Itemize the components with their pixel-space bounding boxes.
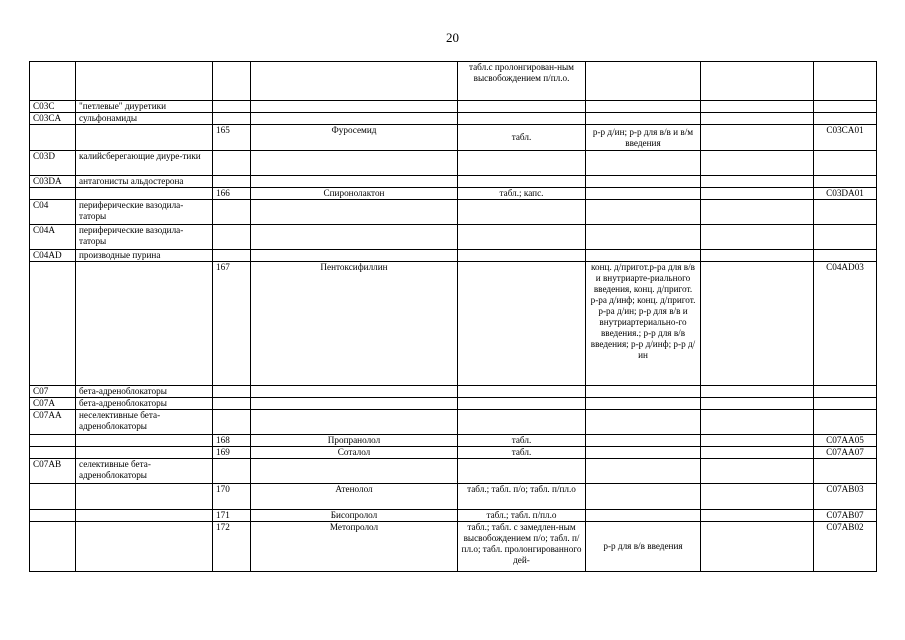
empty-cell	[701, 435, 814, 447]
item-number-cell	[213, 151, 251, 176]
page-number: 20	[446, 30, 459, 45]
drug-name-cell	[251, 113, 458, 125]
table-row	[30, 176, 877, 188]
atc-group-code-cell	[30, 62, 76, 101]
atc-group-name-cell: антагонисты альдостерона	[76, 176, 213, 188]
atc-group-name-cell: сульфонамиды	[76, 113, 213, 125]
atc-group-name-cell	[76, 447, 213, 459]
table-row	[30, 447, 877, 459]
atc-code-cell: C07AB02	[814, 522, 877, 572]
atc-group-code-cell	[30, 435, 76, 447]
atc-code-cell: C03CA01	[814, 125, 877, 151]
drug-name-cell	[251, 386, 458, 398]
empty-cell	[701, 510, 814, 522]
drug-name-cell: Бисопролол	[251, 510, 458, 522]
empty-cell	[701, 125, 814, 151]
table-row	[30, 435, 877, 447]
solution-form-cell	[586, 62, 701, 101]
empty-cell	[701, 410, 814, 435]
atc-group-name-cell: периферические вазодила-таторы	[76, 225, 213, 250]
atc-group-name-cell	[76, 522, 213, 572]
atc-group-name-cell: "петлевые" диуретики	[76, 101, 213, 113]
table-row	[30, 151, 877, 176]
dosage-form-cell	[458, 225, 586, 250]
item-number-cell	[213, 200, 251, 225]
atc-code-cell: C07AB07	[814, 510, 877, 522]
atc-code-cell	[814, 113, 877, 125]
atc-group-name-cell	[76, 510, 213, 522]
atc-group-code-cell: C03DA	[30, 176, 76, 188]
atc-group-code-cell: C07	[30, 386, 76, 398]
drug-name-cell	[251, 410, 458, 435]
atc-code-cell	[814, 101, 877, 113]
dosage-form-cell: табл.; табл. с замедлен-ным высвобождением п/о; табл. п/пл.о; табл. пролонгированного дей-	[458, 522, 586, 572]
atc-group-name-cell	[76, 188, 213, 200]
dosage-form-cell	[458, 250, 586, 262]
table-row	[30, 484, 877, 510]
atc-group-code-cell	[30, 484, 76, 510]
item-number-cell	[213, 113, 251, 125]
atc-code-cell	[814, 398, 877, 410]
atc-code-cell	[814, 459, 877, 484]
atc-group-code-cell	[30, 188, 76, 200]
table-body	[30, 62, 877, 572]
drug-name-cell: Метопролол	[251, 522, 458, 572]
drug-name-cell: Соталол	[251, 447, 458, 459]
drug-name-cell	[251, 62, 458, 101]
empty-cell	[701, 225, 814, 250]
solution-form-cell	[586, 200, 701, 225]
table-row	[30, 410, 877, 435]
atc-group-code-cell: C04AD	[30, 250, 76, 262]
table-row	[30, 510, 877, 522]
item-number-cell: 166	[213, 188, 251, 200]
table-row	[30, 398, 877, 410]
solution-form-cell	[586, 225, 701, 250]
table-row	[30, 200, 877, 225]
item-number-cell	[213, 176, 251, 188]
drug-name-cell	[251, 151, 458, 176]
dosage-form-cell: табл.; табл. п/о; табл. п/пл.о	[458, 484, 586, 510]
table-row	[30, 459, 877, 484]
dosage-form-cell: табл.с пролонгирован-ным высвобождением п/пл.о.	[458, 62, 586, 101]
atc-group-code-cell: C07AB	[30, 459, 76, 484]
atc-group-name-cell: неселективные бета-адреноблокаторы	[76, 410, 213, 435]
solution-form-cell: конц. д/пригот.р-ра для в/в и внутриарте-риального введения, конц. д/пригот. р-ра д/инф; конц. д/пригот. р-ра д/ин; р-р для в/в и внутриартериально-го введения.; р-р для в/в введения; р-р д/инф; р-р д/ин	[586, 262, 701, 386]
item-number-cell	[213, 410, 251, 435]
dosage-form-cell	[458, 386, 586, 398]
atc-code-cell	[814, 386, 877, 398]
item-number-cell: 169	[213, 447, 251, 459]
item-number-cell: 172	[213, 522, 251, 572]
dosage-form-cell	[458, 262, 586, 386]
table-row	[30, 250, 877, 262]
atc-group-name-cell	[76, 125, 213, 151]
item-number-cell: 170	[213, 484, 251, 510]
empty-cell	[701, 398, 814, 410]
solution-form-cell: р-р для в/в введения	[586, 522, 701, 572]
atc-code-cell	[814, 225, 877, 250]
table-row	[30, 113, 877, 125]
drug-list-table	[29, 61, 877, 572]
item-number-cell: 171	[213, 510, 251, 522]
solution-form-cell	[586, 410, 701, 435]
atc-code-cell	[814, 250, 877, 262]
atc-code-cell: C07AA07	[814, 447, 877, 459]
atc-group-code-cell: C07AA	[30, 410, 76, 435]
empty-cell	[701, 62, 814, 101]
item-number-cell	[213, 386, 251, 398]
atc-group-name-cell: бета-адреноблокаторы	[76, 398, 213, 410]
solution-form-cell	[586, 484, 701, 510]
atc-group-name-cell	[76, 435, 213, 447]
empty-cell	[701, 176, 814, 188]
drug-name-cell: Атенолол	[251, 484, 458, 510]
empty-cell	[701, 262, 814, 386]
dosage-form-cell	[458, 200, 586, 225]
drug-name-cell	[251, 101, 458, 113]
atc-group-code-cell: C03C	[30, 101, 76, 113]
dosage-form-cell	[458, 113, 586, 125]
drug-name-cell: Фуросемид	[251, 125, 458, 151]
drug-name-cell: Пентоксифиллин	[251, 262, 458, 386]
solution-form-cell	[586, 386, 701, 398]
atc-group-name-cell: периферические вазодила-таторы	[76, 200, 213, 225]
atc-group-name-cell: калийсберегающие диуре-тики	[76, 151, 213, 176]
item-number-cell	[213, 101, 251, 113]
solution-form-cell	[586, 176, 701, 188]
drug-name-cell	[251, 176, 458, 188]
item-number-cell: 167	[213, 262, 251, 386]
atc-code-cell	[814, 410, 877, 435]
atc-code-cell	[814, 62, 877, 101]
drug-name-cell	[251, 200, 458, 225]
dosage-form-cell	[458, 398, 586, 410]
atc-group-name-cell	[76, 484, 213, 510]
table-row	[30, 522, 877, 572]
atc-group-code-cell	[30, 125, 76, 151]
empty-cell	[701, 188, 814, 200]
empty-cell	[701, 522, 814, 572]
solution-form-cell	[586, 188, 701, 200]
atc-group-code-cell: C03CA	[30, 113, 76, 125]
atc-group-code-cell: C04A	[30, 225, 76, 250]
item-number-cell: 165	[213, 125, 251, 151]
drug-name-cell	[251, 225, 458, 250]
table-row	[30, 101, 877, 113]
empty-cell	[701, 484, 814, 510]
empty-cell	[701, 447, 814, 459]
empty-cell	[701, 386, 814, 398]
dosage-form-cell: табл.	[458, 447, 586, 459]
dosage-form-cell	[458, 176, 586, 188]
dosage-form-cell	[458, 151, 586, 176]
dosage-form-cell: табл.; капс.	[458, 188, 586, 200]
drug-name-cell	[251, 250, 458, 262]
item-number-cell	[213, 62, 251, 101]
atc-group-code-cell: C04	[30, 200, 76, 225]
item-number-cell: 168	[213, 435, 251, 447]
empty-cell	[701, 101, 814, 113]
item-number-cell	[213, 225, 251, 250]
empty-cell	[701, 250, 814, 262]
solution-form-cell	[586, 250, 701, 262]
atc-code-cell	[814, 151, 877, 176]
table-row	[30, 125, 877, 151]
table-row	[30, 62, 877, 101]
atc-code-cell: C03DA01	[814, 188, 877, 200]
drug-name-cell	[251, 398, 458, 410]
solution-form-cell	[586, 101, 701, 113]
atc-group-name-cell	[76, 262, 213, 386]
atc-group-code-cell	[30, 262, 76, 386]
table-row	[30, 225, 877, 250]
dosage-form-cell: табл.	[458, 125, 586, 151]
solution-form-cell	[586, 113, 701, 125]
drug-name-cell	[251, 459, 458, 484]
table-row	[30, 188, 877, 200]
atc-group-code-cell	[30, 447, 76, 459]
solution-form-cell	[586, 459, 701, 484]
item-number-cell	[213, 459, 251, 484]
solution-form-cell	[586, 151, 701, 176]
atc-code-cell	[814, 176, 877, 188]
item-number-cell	[213, 398, 251, 410]
atc-group-name-cell	[76, 62, 213, 101]
atc-group-name-cell: селективные бета-адреноблокаторы	[76, 459, 213, 484]
solution-form-cell: р-р д/ин; р-р для в/в и в/м введения	[586, 125, 701, 151]
table-row	[30, 386, 877, 398]
empty-cell	[701, 151, 814, 176]
drug-name-cell: Спиронолактон	[251, 188, 458, 200]
empty-cell	[701, 200, 814, 225]
dosage-form-cell	[458, 410, 586, 435]
atc-group-code-cell	[30, 510, 76, 522]
item-number-cell	[213, 250, 251, 262]
dosage-form-cell: табл.	[458, 435, 586, 447]
drug-name-cell: Пропранолол	[251, 435, 458, 447]
atc-group-code-cell	[30, 522, 76, 572]
empty-cell	[701, 459, 814, 484]
dosage-form-cell	[458, 101, 586, 113]
atc-code-cell: C07AB03	[814, 484, 877, 510]
dosage-form-cell	[458, 459, 586, 484]
atc-code-cell: C04AD03	[814, 262, 877, 386]
atc-group-name-cell: производные пурина	[76, 250, 213, 262]
solution-form-cell	[586, 510, 701, 522]
solution-form-cell	[586, 398, 701, 410]
atc-group-code-cell: C07A	[30, 398, 76, 410]
atc-code-cell	[814, 200, 877, 225]
dosage-form-cell: табл.; табл. п/пл.о	[458, 510, 586, 522]
table-row	[30, 262, 877, 386]
atc-group-name-cell: бета-адреноблокаторы	[76, 386, 213, 398]
solution-form-cell	[586, 447, 701, 459]
atc-group-code-cell: C03D	[30, 151, 76, 176]
solution-form-cell	[586, 435, 701, 447]
atc-code-cell: C07AA05	[814, 435, 877, 447]
empty-cell	[701, 113, 814, 125]
